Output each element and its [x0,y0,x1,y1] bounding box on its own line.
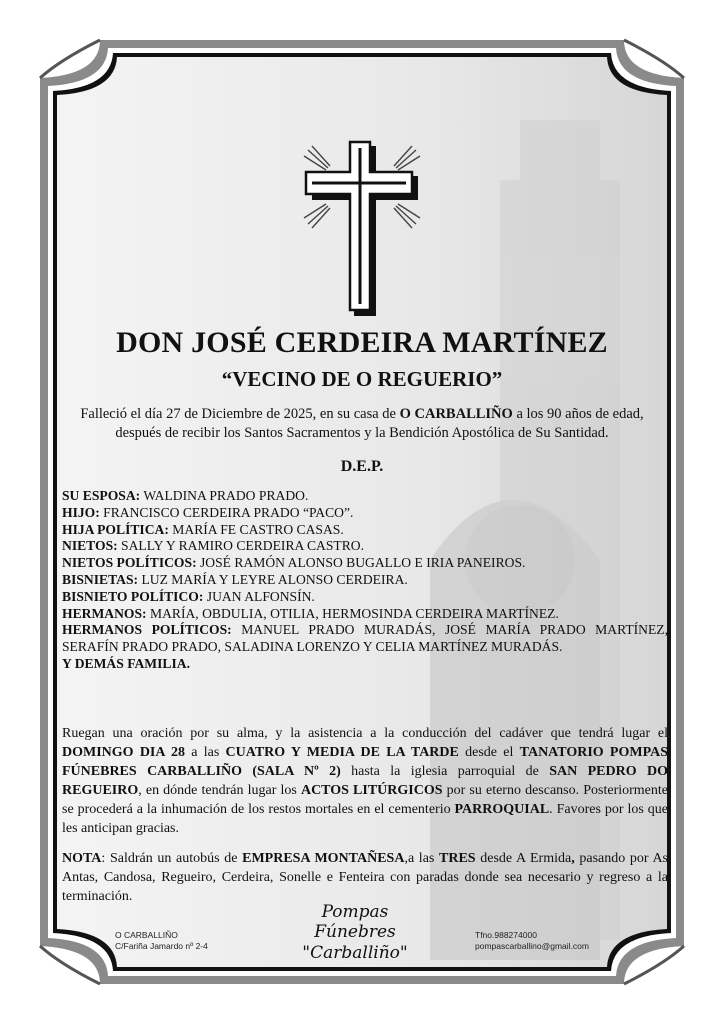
family-entry: NIETOS POLÍTICOS: JOSÉ RAMÓN ALONSO BUGALLO E IRIA PANEIROS. [62,555,526,571]
family-list [62,488,668,673]
footer-email: pompascarballino@gmail.com [475,941,589,951]
family-entry: HERMANOS: MARÍA, OBDULIA, OTILIA, HERMOSINDA CERDEIRA MARTÍNEZ. [62,605,559,621]
family-entry: HIJA POLÍTICA: MARÍA FE CASTRO CASAS. [62,521,344,537]
footer-address [115,930,208,952]
family-entry: HIJO: FRANCISCO CERDEIRA PRADO “PACO”. [62,504,354,520]
footer-contact [475,930,589,952]
logo-line-1: Pompas Fúnebres [314,902,396,942]
family-entry: BISNIETO POLÍTICO: JUAN ALFONSÍN. [62,588,315,604]
dep-heading: D.E.P. [340,458,384,475]
logo-line-2: "Carballiño" [302,943,408,963]
footer-street: C/Fariña Jamardo nº 2-4 [115,941,208,951]
death-announcement [62,405,662,443]
deceased-name: DON JOSÉ CERDEIRA MARTÍNEZ [116,326,608,359]
service-paragraph: Ruegan una oración por su alma, y la asistencia a la conducción del cadáver que tendrá lugar el DOMINGO DIA 28 a las CUATRO Y MEDIA DE LA TARDE desde el TANATORIO POMPAS FÚNEBRES CARBALLIÑO (SALA Nº 2) hasta la iglesia parroquial de SAN PEDRO DO REGUEIRO, en dónde tendrán lugar los ACTOS LITÚRGICOS por su eterno descanso. Posteriormente se procederá a la inhumación de los restos mortales en el cementerio PARROQUIAL. Favores por los que les anticipan gracias. [62,726,669,836]
footer-city: O CARBALLIÑO [115,930,178,940]
family-entry: BISNIETAS: LUZ MARÍA Y LEYRE ALONSO CERDEIRA. [62,571,408,587]
deceased-subtitle: “VECINO DE O REGUERIO” [221,367,503,391]
intro-text-2: a los 90 años de edad, después de recibir los Santos Sacramentos y la Bendición Apostólica de Su Santidad. [115,406,644,441]
cross-icon [300,140,424,320]
note-paragraph: NOTA: Saldrán un autobús de EMPRESA MONTAÑESA,a las TRES desde A Ermida, pasando por As Antas, Candosa, Regueiro, Cerdeira, Sonelle e Fenteira con paradas donde sea necesario y regreso a la terminación. [62,851,669,904]
footer-phone: Tfno.988274000 [475,930,537,940]
family-entry: HERMANOS POLÍTICOS: MANUEL PRADO MURADÁS, JOSÉ MARÍA PRADO MARTÍNEZ, SERAFÍN PRADO PRADO, SALADINA LORENZO Y CELIA MARTÍNEZ MURADÁS. [62,622,668,655]
funeral-home-logo [280,902,430,964]
intro-text-1: Falleció el día 27 de Diciembre de 2025, en su casa de [80,406,400,422]
intro-place: O CARBALLIÑO [399,406,513,422]
family-entry: SU ESPOSA: WALDINA PRADO PRADO. [62,488,309,503]
family-entry: NIETOS: SALLY Y RAMIRO CERDEIRA CASTRO. [62,538,365,554]
family-entry: Y DEMÁS FAMILIA. [62,655,191,671]
